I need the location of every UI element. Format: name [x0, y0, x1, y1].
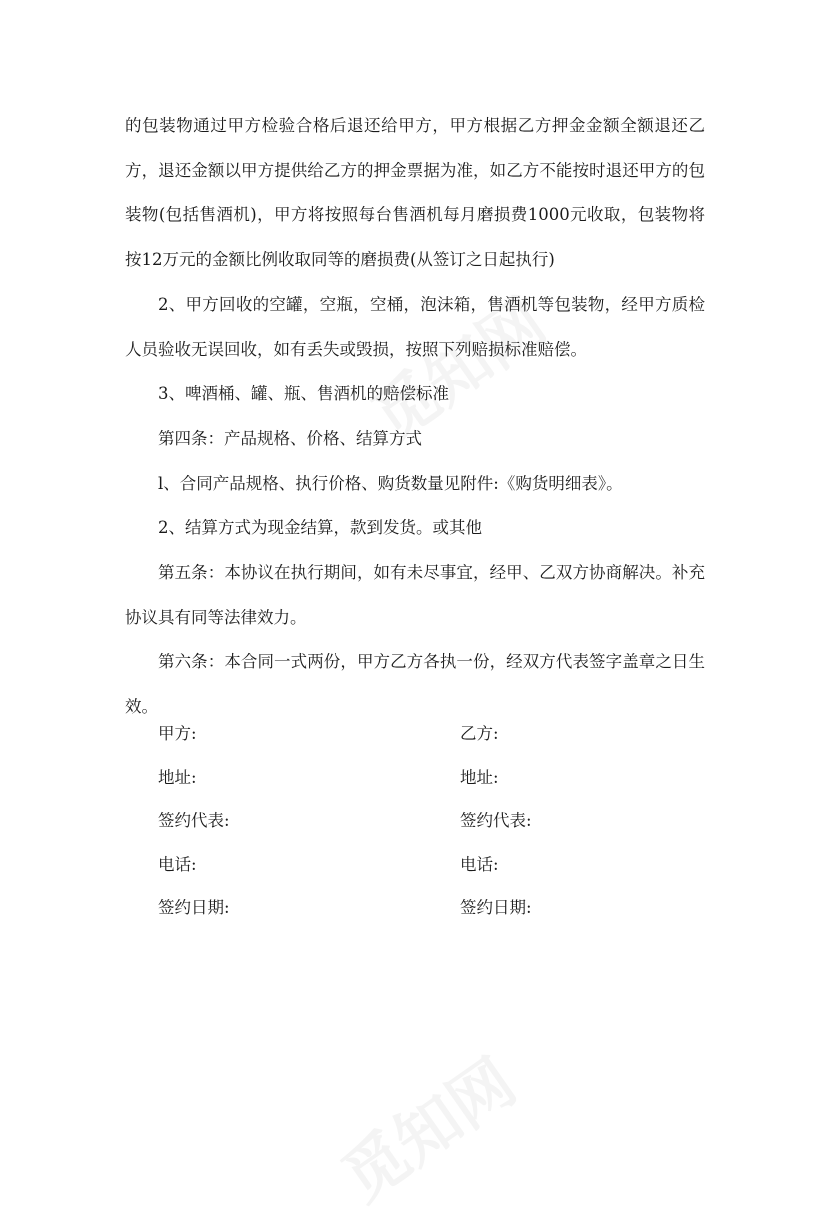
- signature-row-phone: [158, 843, 718, 887]
- paragraph-packaging-recovery: 2、甲方回收的空罐，空瓶，空桶，泡沫箱，售酒机等包装物，经甲方质检人员验收无误回收，如有丢失或毁损，按照下列赔损标准赔偿。: [125, 294, 705, 359]
- party-a-representative-label: 签约代表:: [158, 811, 230, 830]
- party-a-phone-label: 电话:: [158, 854, 197, 874]
- paragraph-product-specs: l、合同产品规格、执行价格、购货数量见附件:《购货明细表》。: [158, 473, 623, 493]
- article-five: 第五条：本协议在执行期间，如有未尽事宜，经甲、乙双方协商解决。补充协议具有同等法律效力。: [125, 563, 705, 627]
- article-four-heading: 第四条：产品规格、价格、结算方式: [158, 428, 422, 448]
- party-b-label: 乙方:: [460, 724, 499, 743]
- signature-row-address: [158, 756, 718, 800]
- party-b-representative-label: 签约代表:: [460, 811, 532, 830]
- party-b-address-label: 地址:: [460, 767, 499, 787]
- party-b-phone-label: 电话:: [460, 854, 499, 874]
- party-a-address-label: 地址:: [158, 767, 197, 787]
- signature-row-representative: [158, 799, 718, 843]
- signature-block: [158, 712, 718, 930]
- paragraph-settlement-method: 2、结算方式为现金结算，款到发货。或其他: [158, 518, 482, 538]
- party-a-label: 甲方:: [158, 724, 197, 743]
- article-six: 第六条：本合同一式两份，甲方乙方各执一份，经双方代表签字盖章之日生效。: [125, 652, 705, 717]
- watermark-bottom: [321, 1033, 531, 1218]
- party-b-date-label: 签约日期:: [460, 898, 532, 917]
- party-a-date-label: 签约日期:: [158, 898, 230, 917]
- paragraph-deposit-return: 的包装物通过甲方检验合格后退还给甲方，甲方根据乙方押金金额全额退还乙方，退还金额以甲方提供给乙方的押金票据为准，如乙方不能按时退还甲方的包装物(包括售酒机)，甲方将按照每台售酒机每月磨损费1000元收取，包装物将按12万元的金额比例收取同等的磨损费(从签订之日起执行): [125, 116, 705, 270]
- signature-row-party: [158, 712, 718, 756]
- signature-row-date: [158, 886, 718, 930]
- paragraph-compensation-standard: 3、啤酒桶、罐、瓶、售酒机的赔偿标准: [158, 384, 449, 404]
- document-body: [125, 104, 705, 730]
